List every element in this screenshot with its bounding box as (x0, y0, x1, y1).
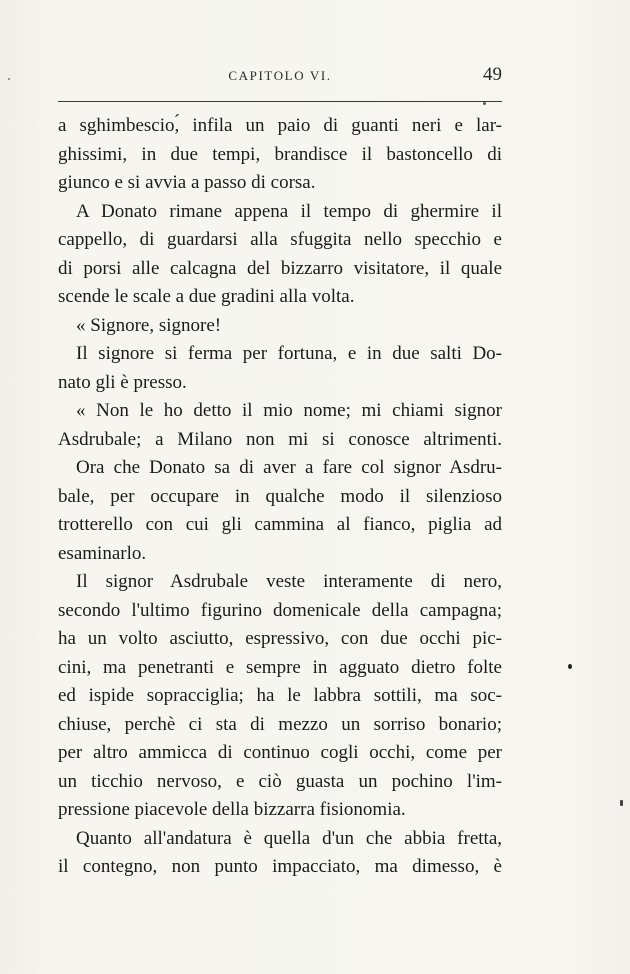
text-line: cini, ma penetranti e sempre in agguato dietro folte (58, 656, 502, 678)
ink-speck (483, 102, 486, 105)
text-line: ed ispide sopracciglia; ha le labbra sottili, ma soc- (58, 685, 502, 706)
text-line: « Non le ho detto il mio nome; mi chiami signor (76, 400, 502, 421)
text-line: pressione piacevole della bizzarra fisionomia. (58, 799, 406, 820)
text-line: Quanto all'andatura è quella d'un che abbia fretta, (76, 827, 502, 849)
text-line: Il signor Asdrubale veste interamente di nero, (76, 571, 502, 592)
text-line: bale, per occupare in qualche modo il silenzioso (58, 485, 502, 507)
text-line: chiuse, perchè ci sta di mezzo un sorriso bonario; (58, 713, 502, 735)
text-line: per altro ammicca di continuo cogli occhi, come per (58, 742, 502, 763)
text-line: il contegno, non punto impacciato, ma dimesso, è (58, 856, 502, 877)
text-line: scende le scale a due gradini alla volta. (58, 286, 355, 307)
ink-speck (8, 78, 10, 80)
body-text (58, 112, 502, 882)
text-line: esaminarlo. (58, 542, 147, 564)
running-head (58, 64, 502, 88)
page-number: 49 (483, 64, 502, 85)
text-line: secondo l'ultimo figurino domenicale della campagna; (58, 599, 502, 621)
text-line: « Signore, signore! (76, 314, 222, 336)
text-line: giunco e si avvia a passo di corsa. (58, 172, 316, 193)
ink-speck (568, 664, 572, 669)
header-rule (58, 101, 502, 102)
text-line: nato gli è presso. (58, 371, 187, 393)
text-line: un ticchio nervoso, e ciò guasta un pochino l'im- (58, 770, 502, 792)
text-line: Ora che Donato sa di aver a fare col signor Asdru- (76, 457, 502, 478)
text-line: di porsi alle calcagna del bizzarro visitatore, il quale (58, 257, 502, 279)
text-line: Asdrubale; a Milano non mi si conosce altrimenti. (58, 428, 502, 450)
text-line: ghissimi, in due tempi, brandisce il bastoncello di (58, 143, 502, 165)
text-line: Il signore si ferma per fortuna, e in due salti Do- (76, 343, 502, 364)
ink-speck (620, 800, 623, 806)
text-line: trotterello con cui gli cammina al fianco, piglia ad (58, 514, 502, 535)
text-line: A Donato rimane appena il tempo di ghermire il (76, 200, 502, 222)
chapter-heading: CAPITOLO VI. (228, 68, 332, 83)
text-line: ha un volto asciutto, espressivo, con due occhi pic- (58, 628, 502, 649)
text-line: cappello, di guardarsi alla sfuggita nello specchio e (58, 229, 502, 250)
text-line: a sghimbescio,́ infila un paio di guanti neri e lar- (58, 115, 502, 136)
